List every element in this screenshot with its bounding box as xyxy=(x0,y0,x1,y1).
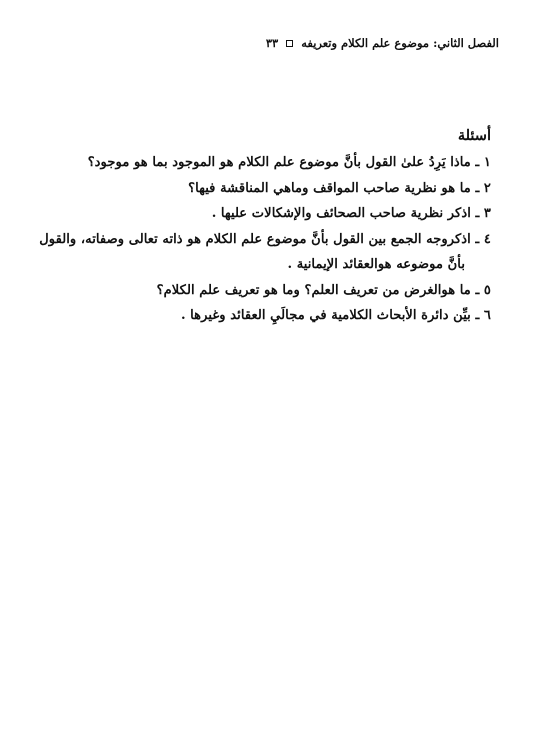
question-2: ٢ ـ ما هو نظرية صاحب المواقف وماهي المناقشة فيها؟ xyxy=(188,180,491,196)
question-6: ٦ ـ بيِّن دائرة الأبحاث الكلامية في مجالَيِ العقائد وغيرها . xyxy=(180,308,491,323)
running-head xyxy=(40,32,499,54)
question-1: ١ ـ ماذا يَرِدُ علىٰ القول بأنَّ موضوع علم الكلام هو الموجود بما هو موجود؟ xyxy=(87,155,491,170)
square-ornament-icon xyxy=(286,40,293,47)
page-number: ٣٣ xyxy=(265,36,279,50)
section-title: أسئلة xyxy=(457,127,491,144)
running-head-chapter: الفصل الثاني: موضوع علم الكلام وتعريفه xyxy=(301,36,499,50)
question-3: ٣ ـ اذكر نظرية صاحب الصحائف والإشكالات عليها . xyxy=(211,206,491,221)
question-5: ٥ ـ ما هوالغرض من تعريف العلم؟ وما هو تعريف علم الكلام؟ xyxy=(156,282,491,298)
question-4: ٤ ـ اذكروجه الجمع بين القول بأنَّ موضوع علم الكلام هو ذاته تعالى وصفاته، والقول xyxy=(39,231,491,247)
question-list xyxy=(22,150,491,329)
question-4-continuation: بأنَّ موضوعه هوالعقائد الإيمانية . xyxy=(287,257,465,272)
